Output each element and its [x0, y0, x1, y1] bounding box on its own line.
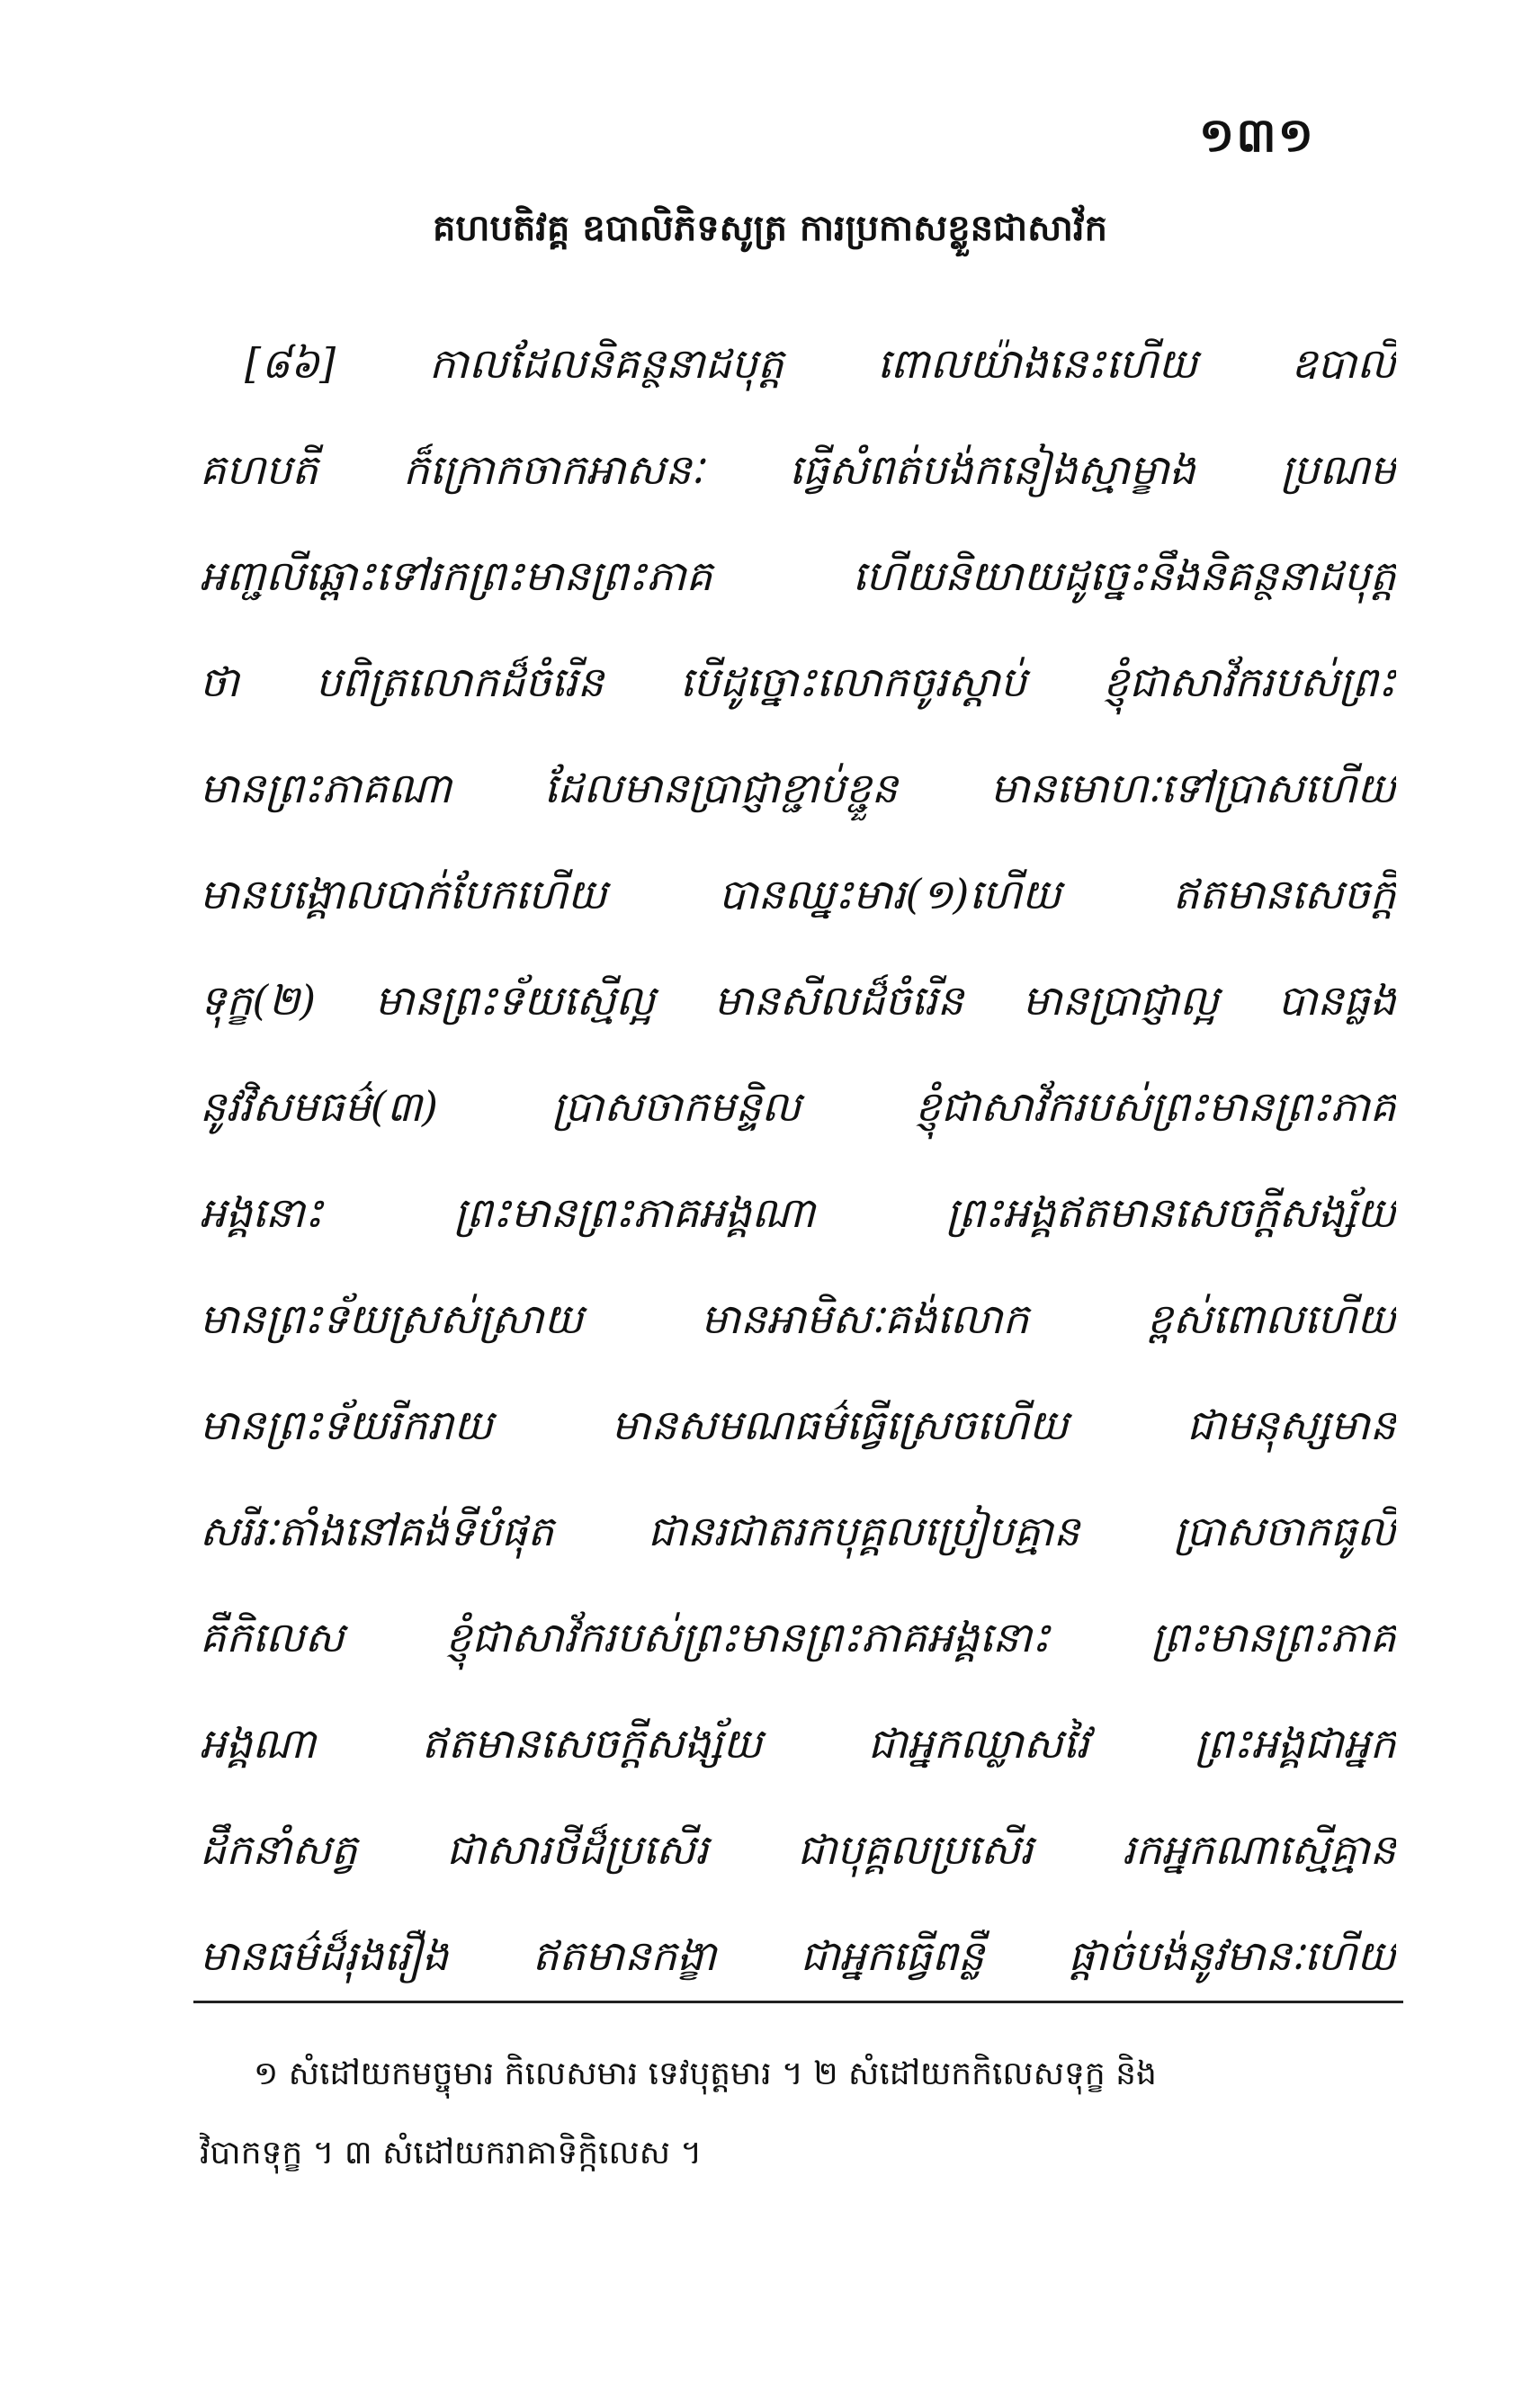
text-line: [200, 1160, 1396, 1266]
text-word: មានព្រះទ័យរីករាយ: [200, 1401, 493, 1449]
text-word: ឧបាលិ: [1291, 339, 1396, 388]
text-word: អញ្ជលីឆ្ពោះទៅរកព្រះមានព្រះភាគ: [200, 551, 712, 600]
running-head: គហបតិវគ្គ ឧបាលិភិទសូត្រ ការប្រកាសខ្លួនជាសាវ័ក: [433, 208, 1107, 249]
text-word: ជានរជាតរកបុគ្គលប្រៀបគ្មាន: [648, 1507, 1080, 1555]
text-word: មានសមណធម៌ធ្វើស្រេចហើយ: [611, 1401, 1069, 1449]
footnote-line-1: ១ សំដៅយកមច្ចុមារ កិលេសមារ ទេវបុត្តមារ ។ ២ សំដៅយកកិលេសទុក្ខ និង: [254, 2055, 1157, 2092]
text-word: ព្រះមានព្រះភាគអង្គណា: [453, 1188, 816, 1237]
text-word: មានធម៌ដ៏រុងរឿង: [200, 1931, 449, 1980]
text-word: ពោលយ៉ាងនេះហើយ: [877, 339, 1198, 388]
footnote-line-2: វិបាកទុក្ខ ។ ៣ សំដៅយករាគាទិក្កិលេស ។: [200, 2135, 703, 2172]
text-word: បពិត្រលោកដ៏ចំរើន: [315, 658, 604, 706]
body-text: [200, 310, 1396, 2009]
text-line: [200, 947, 1396, 1053]
text-line: [200, 735, 1396, 841]
text-word: មានព្រះទ័យស្មើល្អ: [374, 976, 656, 1025]
text-word: ខ្ញុំជាសាវ័ករបស់ព្រះមានព្រះភាគអង្គនោះ: [445, 1613, 1051, 1661]
text-line: [200, 841, 1396, 947]
text-word: ខ្ញុំជាសាវ័ករបស់ព្រះ: [1103, 658, 1396, 706]
text-line: [200, 629, 1396, 735]
text-line: [200, 310, 1396, 416]
text-word: ខ្ពស់ពោលហើយ: [1146, 1294, 1396, 1343]
text-word: ជាអ្នកធ្វើពន្លឺ: [800, 1931, 985, 1980]
text-word: ជាអ្នកឈ្លាសវៃ: [867, 1719, 1089, 1768]
text-word: មានប្រាជ្ញាល្អ: [1022, 976, 1219, 1025]
text-word: គហបតី: [200, 445, 318, 494]
text-line: [200, 416, 1396, 523]
text-word: មានព្រះភាគណា: [200, 764, 452, 812]
text-word: បានឈ្នះមារ(១)ហើយ: [718, 870, 1061, 918]
text-word: សរីរៈតាំងនៅគង់ទីបំផុត: [200, 1507, 554, 1555]
text-word: ទុក្ខ(២): [200, 976, 317, 1025]
text-word: មានមោហៈទៅប្រាសហើយ: [989, 764, 1396, 812]
page-number: ១៣១: [1198, 109, 1315, 163]
text-word: ថា: [200, 658, 239, 706]
text-word: ធ្វើសំពត់បង់កនៀងស្មាម្ខាង: [789, 445, 1195, 494]
text-word: ប្រណម: [1280, 445, 1396, 494]
text-word: រកអ្នកណាស្មើគ្មាន: [1122, 1825, 1396, 1874]
text-line: [200, 523, 1396, 629]
text-line: [200, 1053, 1396, 1160]
text-word: កាលដែលនិគន្ថនាដបុត្ត: [429, 339, 784, 388]
text-line: [200, 1584, 1396, 1690]
text-word: ប្រាសចាកធូលី: [1173, 1507, 1396, 1555]
text-word: ផ្តាច់បង់នូវមានៈហើយ: [1068, 1931, 1396, 1980]
text-word: មានបង្គោលបាក់បែកហើយ: [200, 870, 607, 918]
text-word: ខ្ញុំជាសាវ័ករបស់ព្រះមានព្រះភាគ: [914, 1082, 1396, 1131]
text-word: ព្រះអង្គឥតមានសេចក្តីសង្ស័យ: [945, 1188, 1396, 1237]
text-word: ព្រះអង្គជាអ្នក: [1195, 1719, 1396, 1768]
text-word: បានធ្លង: [1277, 976, 1396, 1025]
text-word: ជាមនុស្សមាន: [1186, 1401, 1396, 1449]
text-word: គឺកិលេស: [200, 1613, 345, 1661]
text-line: [200, 1796, 1396, 1903]
text-word: មានព្រះទ័យស្រស់ស្រាយ: [200, 1294, 584, 1343]
text-word: ឥតមានកង្ខា: [532, 1931, 717, 1980]
text-line: [200, 1372, 1396, 1478]
text-line: [200, 1903, 1396, 2009]
text-word: មានសីលដ៏ចំរើន: [713, 976, 964, 1025]
text-word: អង្គនោះ: [200, 1188, 324, 1237]
text-word: ក៏ក្រោកចាកអាសនៈ: [403, 445, 704, 494]
text-word: ដែលមានប្រាជ្ញាខ្ជាប់ខ្ជួន: [543, 764, 899, 812]
text-word: ជាបុគ្គលប្រសើរ: [797, 1825, 1034, 1874]
text-word: [៨៦]: [245, 339, 336, 388]
text-word: ជាសារថីដ៏ប្រសើរ: [446, 1825, 709, 1874]
text-word: អង្គណា: [200, 1719, 317, 1768]
text-line: [200, 1478, 1396, 1584]
text-word: ឥតមានសេចក្តី: [1172, 870, 1396, 918]
text-word: ព្រះមានព្រះភាគ: [1151, 1613, 1396, 1661]
text-word: ដឹកនាំសត្វ: [200, 1825, 358, 1874]
text-word: មានអាមិសៈគង់លោក: [701, 1294, 1029, 1343]
text-line: [200, 1266, 1396, 1372]
footnote-divider: [193, 2001, 1403, 2003]
text-word: នូវវិសមធម៌(៣): [200, 1082, 438, 1131]
text-word: បើដូច្នោះលោកចូរស្តាប់: [679, 658, 1027, 706]
text-word: ឥតមានសេចក្តីសង្ស័យ: [421, 1719, 763, 1768]
text-word: ប្រាសចាកមន្ទិល: [551, 1082, 801, 1131]
text-word: ហើយនិយាយដូច្នេះនឹងនិគន្ថនាដបុត្ត: [852, 551, 1396, 600]
footnotes: [200, 2035, 1405, 2193]
text-line: [200, 1690, 1396, 1796]
